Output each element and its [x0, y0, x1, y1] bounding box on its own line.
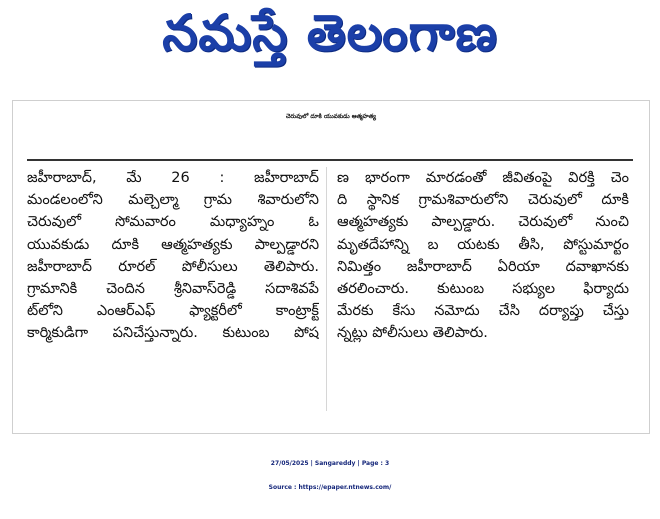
- article-line: గ్రామానికి చెందిన శ్రీనివాస్‌రెడ్డి సదాశివపే: [27, 281, 319, 298]
- article-line: ఆత్మహత్యకు పాల్పడ్డారు. చెరువులో నుంచి: [337, 214, 629, 231]
- masthead: [0, 4, 660, 74]
- article-clip: [12, 100, 650, 434]
- footer-date-line: 27/05/2025 | Sangareddy | Page : 3: [270, 460, 390, 467]
- article-line: ణ భారంగా మారడంతో జీవితంపై విరక్తి చెం: [337, 170, 629, 186]
- article-column-right: [337, 167, 629, 345]
- article-line: నిమిత్తం జహీరాబాద్ ఏరియా దవాఖానకు: [337, 258, 629, 275]
- article-line: తరలించారు. కుటుంబ సభ్యుల ఫిర్యాదు: [337, 281, 629, 298]
- article-line: మృతదేహాన్ని బ యటకు తీసి, పోస్టుమార్టం: [337, 236, 629, 253]
- footer-source-line: Source : https://epaper.ntnews.com/: [268, 484, 392, 491]
- article-line: మేరకు కేసు నమోదు చేసి దర్యాప్తు చేస్తు: [337, 303, 629, 320]
- article-line: జహీరాబాద్ రూరల్ పోలీసులు తెలిపారు.: [27, 258, 319, 275]
- article-line: చెరువులో సోమవారం మధ్యాహ్నం ఓ: [27, 214, 319, 231]
- column-divider: [326, 167, 327, 411]
- article-line: మండలంలోని మల్చెల్మా గ్రామ శివారులోని: [27, 192, 319, 209]
- article-line: న్నట్లు పోలీసులు తెలిపారు.: [337, 325, 488, 342]
- article-line: కార్మికుడిగా పనిచేస్తున్నారు. కుటుంబ పోష: [27, 325, 319, 342]
- article-line: ది స్థానిక గ్రామశివారులోని చెరువులో దూకి: [337, 192, 629, 209]
- article-headline: చెరువులో దూకి యువకుడు ఆత్మహత్య: [285, 113, 377, 120]
- article-line: జహీరాబాద్, మే 26 : జహీరాబాద్: [27, 170, 319, 186]
- clip-footer: [0, 452, 660, 500]
- article-line: యువకుడు దూకి ఆత్మహత్యకు పాల్పడ్డారని: [27, 236, 319, 253]
- headline-rule: [27, 159, 633, 161]
- newspaper-logo: నమస్తే తెలంగాణ: [162, 3, 498, 62]
- article-line: ట్‌లోని ఎంఆర్ఎఫ్ ఫ్యాక్టరీలో కాంట్రాక్ట్: [27, 303, 319, 320]
- article-column-left: [27, 167, 319, 345]
